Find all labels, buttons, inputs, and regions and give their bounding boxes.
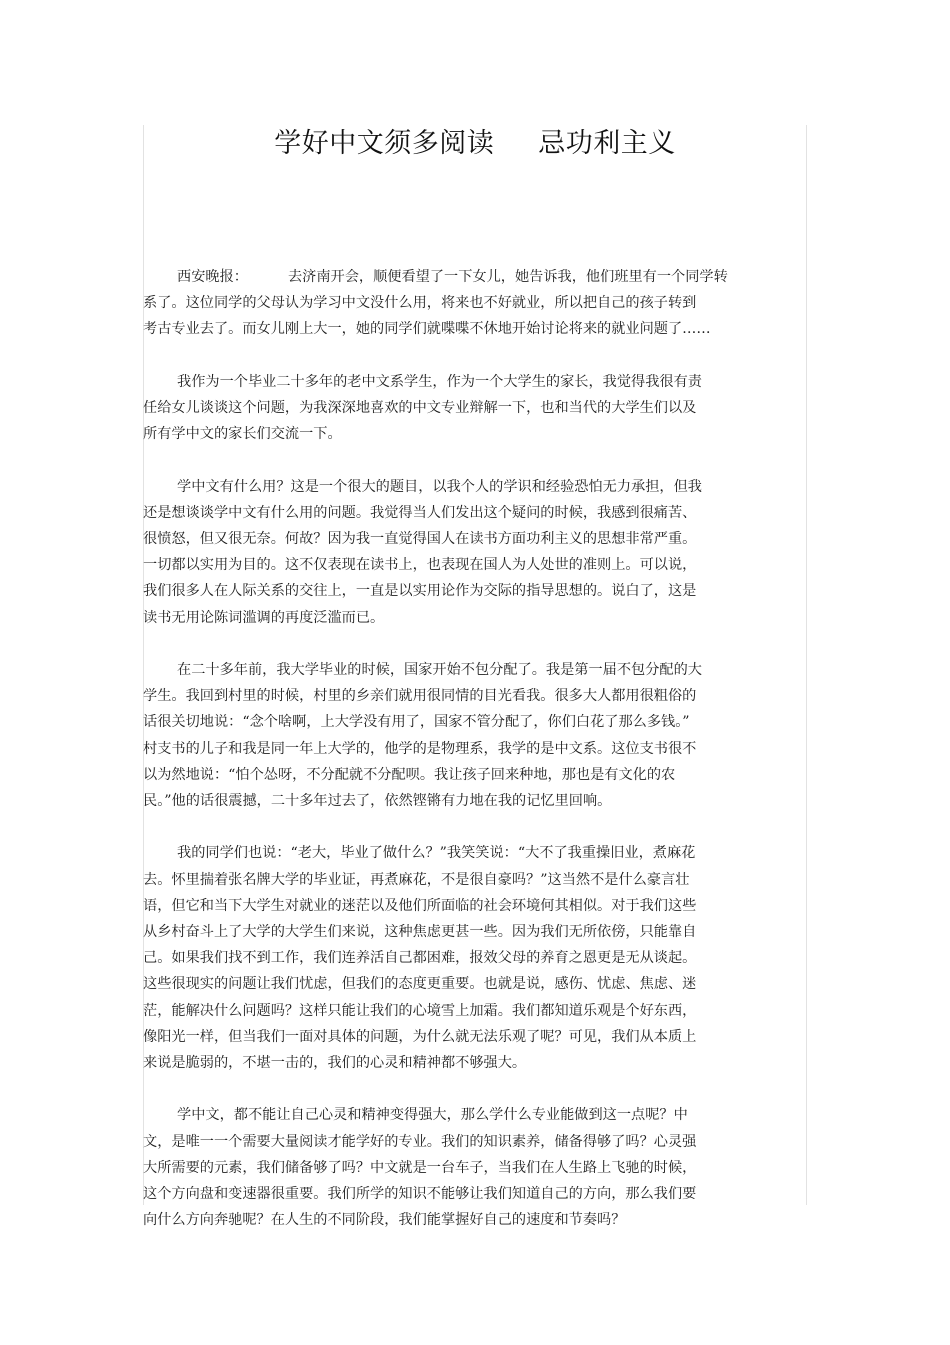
paragraph-line: 我们很多人在人际关系的交往上，一直是以实用论作为交际的指导思想的。说白了，这是: [143, 583, 697, 600]
paragraph-line: 像阳光一样，但当我们一面对具体的问题，为什么就无法乐观了呢？可见，我们从本质上: [143, 1028, 697, 1045]
paragraph-6: [143, 1102, 747, 1233]
paragraph-line: 己。如果我们找不到工作，我们连养活自己都困难，报效父母的养育之恩更是无从谈起。: [143, 950, 697, 967]
paragraph-line: 我的同学们也说：“老大，毕业了做什么？”我笑笑说：“大不了我重操旧业，煮麻花: [177, 845, 696, 862]
title-part-2: 忌功利主义: [538, 128, 676, 159]
paragraph-line: 大所需要的元素，我们储备够了吗？中文就是一台车子，当我们在人生路上飞驰的时候，: [143, 1159, 697, 1176]
paragraph-2: [143, 369, 747, 448]
paragraph-line: 系了。这位同学的父母认为学习中文没什么用，将来也不好就业，所以把自己的孩子转到: [143, 295, 697, 312]
paragraph-line: 学中文，都不能让自己心灵和精神变得强大，那么学什么专业能做到这一点呢？中: [177, 1107, 688, 1124]
paragraph-line: 去。怀里揣着张名牌大学的毕业证，再煮麻花，不是很自豪吗？”这当然不是什么豪言壮: [143, 871, 690, 888]
paragraph-line: 在二十多年前，我大学毕业的时候，国家开始不包分配了。我是第一届不包分配的大: [177, 662, 702, 678]
paragraph-line: 从乡村奋斗上了大学的大学生们来说，这种焦虑更甚一些。因为我们无所依傍，只能靠自: [143, 924, 697, 941]
paragraph-5: [143, 840, 747, 1076]
paragraph-line: 茫，能解决什么问题吗？这样只能让我们的心境雪上加霜。我们都知道乐观是个好东西，: [143, 1002, 697, 1019]
paragraph-line: 还是想谈谈学中文有什么用的问题。我觉得当人们发出这个疑问的时候，我感到很痛苦、: [143, 504, 697, 521]
paragraph-line: 一切都以实用为目的。这不仅表现在读书上，也表现在国人为人处世的准则上。可以说，: [143, 557, 697, 574]
paragraph-line: 所有学中文的家长们交流一下。: [143, 426, 342, 443]
paragraph-line: 文，是唯一一个需要大量阅读才能学好的专业。我们的知识素养，储备得够了吗？心灵强: [143, 1133, 697, 1150]
paragraph-line: 很愤怒，但又很无奈。何故？因为我一直觉得国人在读书方面功利主义的思想非常严重。: [143, 531, 697, 547]
paragraph-line: 学中文有什么用？这是一个很大的题目，以我个人的学识和经验恐怕无力承担，但我: [177, 478, 702, 495]
paragraph-line: 民。”他的话很震撼，二十多年过去了，依然铿锵有力地在我的记忆里回响。: [143, 793, 612, 810]
paragraph-line: [143, 264, 747, 290]
paragraph-line: 以为然地说：“怕个怂呀，不分配就不分配呗。我让孩子回来种地，那也是有文化的农: [143, 766, 676, 783]
line-text: 去济南开会，顺便看望了一下女儿，她告诉我，他们班里有一个同学转: [287, 269, 728, 285]
paragraph-line: 村支书的儿子和我是同一年上大学的，他学的是物理系，我学的是中文系。这位支书很不: [143, 740, 697, 757]
right-margin-rule: [806, 125, 807, 1205]
paragraph-line: 我作为一个毕业二十多年的老中文系学生，作为一个大学生的家长，我觉得我很有责: [177, 373, 702, 390]
paragraph-line: 这个方向盘和变速器很重要。我们所学的知识不能够让我们知道自己的方向，那么我们要: [143, 1186, 697, 1203]
article-body: [143, 264, 747, 1260]
paragraph-1: [143, 264, 747, 343]
paragraph-3: [143, 474, 747, 631]
source-label: 西安晚报：: [177, 269, 248, 285]
paragraph-line: 话很关切地说：“念个啥啊，上大学没有用了，国家不管分配了，你们白花了那么多钱。”: [143, 714, 690, 731]
paragraph-line: 语，但它和当下大学生对就业的迷茫以及他们所面临的社会环境何其相似。对于我们这些: [143, 897, 697, 914]
paragraph-line: 读书无用论陈词滥调的再度泛滥而已。: [143, 609, 385, 626]
title-part-1: 学好中文须多阅读: [274, 128, 495, 159]
paragraph-line: 这些很现实的问题让我们忧虑，但我们的态度更重要。也就是说，感伤、忧虑、焦虑、迷: [143, 976, 697, 993]
paragraph-line: 向什么方向奔驰呢？在人生的不同阶段，我们能掌握好自己的速度和节奏吗？: [143, 1212, 626, 1229]
paragraph-line: 任给女儿谈谈这个问题，为我深深地喜欢的中文专业辩解一下，也和当代的大学生们以及: [143, 400, 697, 416]
paragraph-4: [143, 657, 747, 814]
paragraph-line: 学生。我回到村里的时候，村里的乡亲们就用很同情的目光看我。很多大人都用很粗俗的: [143, 688, 697, 705]
paragraph-line: 考古专业去了。而女儿刚上大一，她的同学们就喋喋不休地开始讨论将来的就业问题了……: [143, 321, 711, 338]
article-title: [0, 124, 950, 164]
paragraph-line: 来说是脆弱的，不堪一击的，我们的心灵和精神都不够强大。: [143, 1055, 527, 1072]
